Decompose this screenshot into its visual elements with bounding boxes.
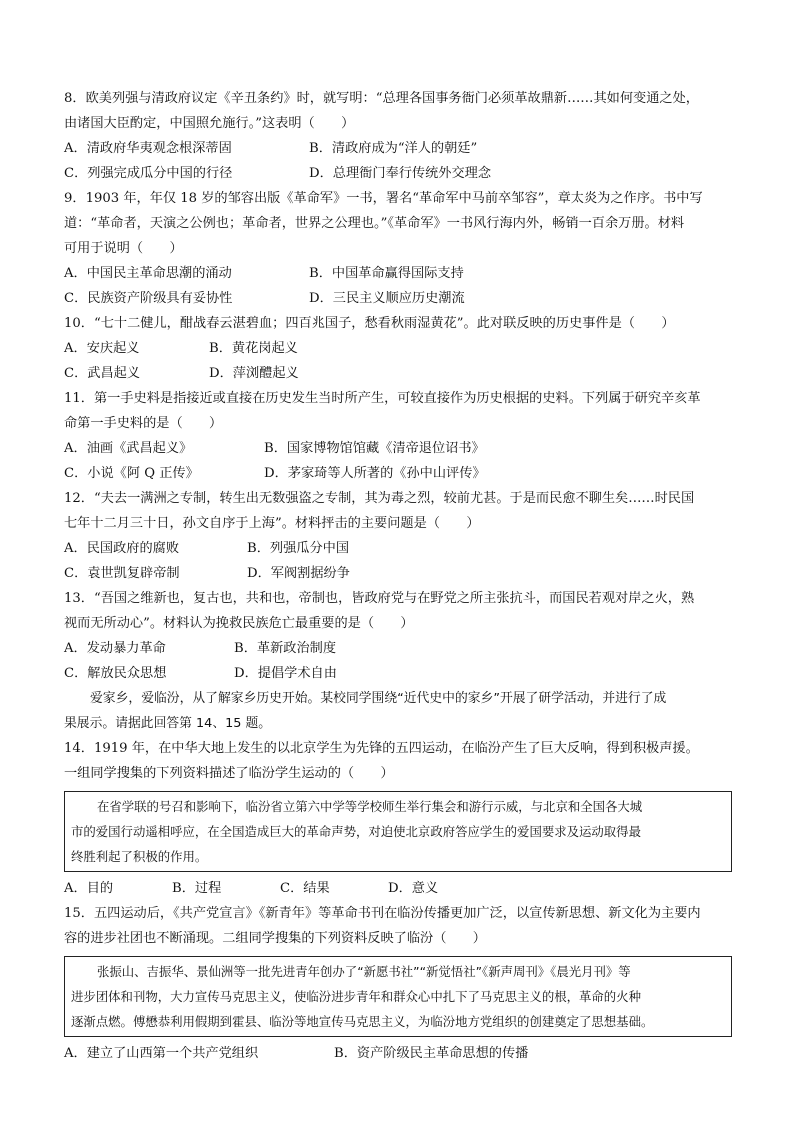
question-10	[64, 311, 732, 386]
question-stem: 10．“七十二健儿，酣战春云湛碧血；四百兆国子，愁看秋雨湿黄花”。此对联反映的历史事件是（ ）	[64, 316, 675, 331]
option-a: A．安庆起义	[64, 341, 140, 356]
question-stem: 13．“吾国之维新也，复古也，共和也，帝制也，皆政府党与在野党之所主张抗斗，而国民若观对岸之火，熟	[64, 591, 695, 606]
material-box	[64, 791, 732, 872]
options-row	[64, 661, 732, 686]
option-d: D．提倡学术自由	[234, 666, 337, 681]
options-row	[64, 636, 732, 661]
question-9	[64, 186, 732, 311]
question-stem: 15．五四运动后，《共产党宣言》《新青年》等革命书刊在临汾传播更加广泛，以宣传新思想、新文化为主要内	[64, 906, 701, 921]
option-b: B．过程	[172, 881, 222, 896]
question-12	[64, 486, 732, 586]
section-intro	[64, 686, 732, 736]
options-row	[64, 286, 732, 311]
option-d: D．萍浏醴起义	[209, 366, 299, 381]
options-row	[64, 1041, 732, 1066]
option-d: D．意义	[388, 881, 439, 896]
question-stem: 一组同学搜集的下列资料描述了临汾学生运动的（ ）	[64, 766, 394, 781]
question-stem: 8．欧美列强与清政府议定《辛丑条约》时，就写明：“总理各国事务衙门必须革故鼎新……其如何变通之处，	[64, 91, 699, 106]
question-13	[64, 586, 732, 686]
options-row	[64, 561, 732, 586]
material-box	[64, 956, 732, 1037]
option-b: B．黄花岗起义	[209, 341, 298, 356]
option-c: C．民族资产阶级具有妥协性	[64, 291, 233, 306]
question-8	[64, 86, 732, 186]
option-c: C．武昌起义	[64, 366, 141, 381]
material-text: 终胜利起了积极的作用。	[71, 849, 208, 864]
option-a: A．油画《武昌起义》	[64, 441, 193, 456]
question-15	[64, 901, 732, 1066]
question-stem: 由诸国大臣酌定，中国照允施行。”这表明（ ）	[64, 116, 355, 131]
material-text: 张振山、吉振华、景仙洲等一批先进青年创办了“新愿书社”“新觉悟社”《新声周刊》《晨光月刊》等	[97, 964, 631, 979]
options-row	[64, 361, 732, 386]
options-row	[64, 536, 732, 561]
option-d: D．三民主义顺应历史潮流	[309, 291, 465, 306]
option-b: B．列强瓜分中国	[247, 541, 350, 556]
intro-text: 果展示。请据此回答第 14、15 题。	[64, 716, 272, 731]
question-stem: 12．“夫去一满洲之专制，转生出无数强盗之专制，其为毒之烈，较前尤甚。于是而民愈不聊生矣……时民国	[64, 491, 695, 506]
question-stem: 9．1903 年，年仅 18 岁的邹容出版《革命军》一书，署名“革命军中马前卒邹容”，章太炎为之作序。书中写	[64, 191, 703, 206]
question-stem: 道：“革命者，天演之公例也；革命者，世界之公理也。”《革命军》一书风行海内外，畅销一百余万册。材料	[64, 216, 685, 231]
option-a: A．目的	[64, 881, 114, 896]
option-d: D．总理衙门奉行传统外交理念	[309, 166, 492, 181]
option-c: C．袁世凯复辟帝制	[64, 566, 180, 581]
options-row	[64, 461, 732, 486]
material-text: 在省学联的号召和影响下，临汾省立第六中学等学校师生举行集会和游行示威，与北京和全国各大城	[97, 799, 643, 814]
question-stem: 14．1919 年，在中华大地上发生的以北京学生为先锋的五四运动，在临汾产生了巨大反响，得到积极声援。	[64, 741, 699, 756]
option-c: C．解放民众思想	[64, 666, 167, 681]
options-row	[64, 436, 732, 461]
options-row	[64, 261, 732, 286]
question-11	[64, 386, 732, 486]
option-c: C．列强完成瓜分中国的行径	[64, 166, 233, 181]
options-row	[64, 336, 732, 361]
option-a: A．清政府华夷观念根深蒂固	[64, 141, 232, 156]
option-b: B．国家博物馆馆藏《清帝退位诏书》	[264, 441, 485, 456]
question-stem: 命第一手史料的是（ ）	[64, 416, 223, 431]
option-b: B．资产阶级民主革命思想的传播	[334, 1046, 529, 1061]
question-stem: 容的进步社团也不断涌现。二组同学搜集的下列资料反映了临汾（ ）	[64, 931, 486, 946]
question-stem: 七年十二月三十日，孙文自序于上海”。材料抨击的主要问题是（ ）	[64, 516, 480, 531]
option-b: B．革新政治制度	[234, 641, 337, 656]
option-c: C．小说《阿 Q 正传》	[64, 466, 199, 481]
option-a: A．发动暴力革命	[64, 641, 166, 656]
question-stem: 视而无所动心”。材料认为挽救民族危亡最重要的是（ ）	[64, 616, 414, 631]
option-d: D．茅家琦等人所著的《孙中山评传》	[264, 466, 486, 481]
question-14	[64, 736, 732, 901]
option-d: D．军阀割据纷争	[247, 566, 350, 581]
options-row	[64, 876, 732, 901]
option-a: A．中国民主革命思潮的涌动	[64, 266, 232, 281]
option-a: A．建立了山西第一个共产党组织	[64, 1046, 259, 1061]
options-row	[64, 136, 732, 161]
option-b: B．清政府成为“洋人的朝廷”	[309, 141, 478, 156]
options-row	[64, 161, 732, 186]
option-c: C．结果	[280, 881, 330, 896]
intro-text: 爱家乡，爱临汾，从了解家乡历史开始。某校同学围绕“近代史中的家乡”开展了研学活动，并进行了成	[90, 691, 667, 706]
material-text: 逐渐点燃。傅懋恭利用假期到霍县、临汾等地宣传马克思主义，为临汾地方党组织的创建奠定了思想基础。	[71, 1014, 654, 1029]
material-text: 市的爱国行动遥相呼应，在全国造成巨大的革命声势，对迫使北京政府答应学生的爱国要求及运动取得最	[71, 824, 641, 839]
option-b: B．中国革命赢得国际支持	[309, 266, 464, 281]
exam-page	[64, 86, 732, 1066]
question-stem: 11．第一手史料是指接近或直接在历史发生当时所产生，可较直接作为历史根据的史料。下列属于研究辛亥革	[64, 391, 701, 406]
option-a: A．民国政府的腐败	[64, 541, 180, 556]
question-stem: 可用于说明（ ）	[64, 241, 183, 256]
material-text: 进步团体和刊物，大力宣传马克思主义，使临汾进步青年和群众心中扎下了马克思主义的根，革命的火种	[71, 989, 641, 1004]
